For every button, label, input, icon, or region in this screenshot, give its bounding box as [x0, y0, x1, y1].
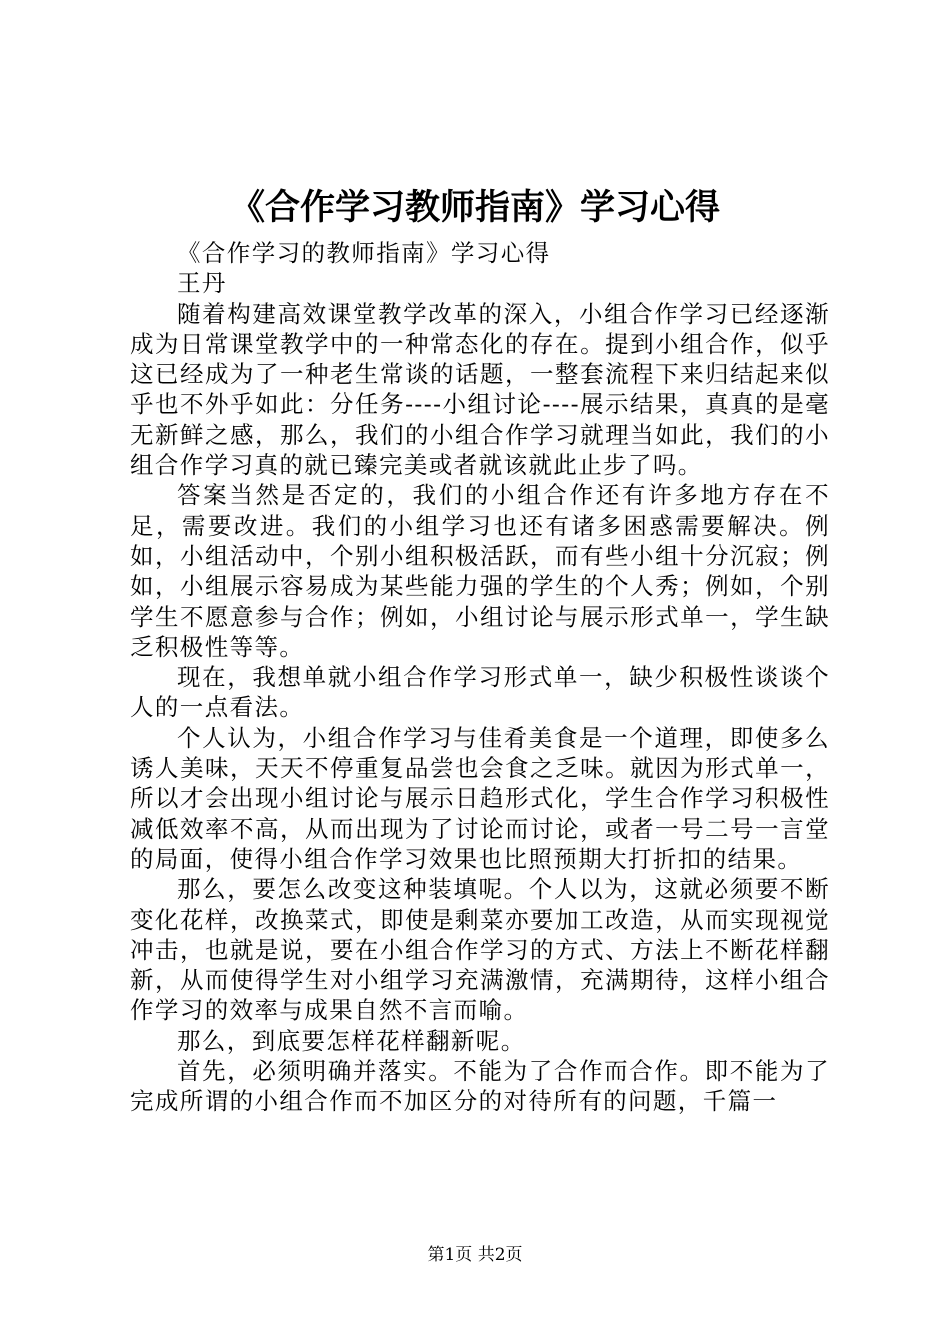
- author-paragraph: 王丹: [177, 269, 227, 298]
- body-paragraph: 那么，要怎么改变这种装填呢。个人以为，这就必须要不断变化花样，改换菜式，即使是剩菜亦要加工改造，从而实现视觉冲击，也就是说，要在小组合作学习的方式、方法上不断花样翻新，从而使得学生对小组学习充满激情，充满期待，这样小组合作学习的效率与成果自然不言而喻。: [130, 875, 830, 1025]
- body-paragraph: 答案当然是否定的，我们的小组合作还有许多地方存在不足，需要改进。我们的小组学习也还有诸多困惑需要解决。例如，小组活动中，个别小组积极活跃，而有些小组十分沉寂；例如，小组展示容易成为某些能力强的学生的个人秀；例如，个别学生不愿意参与合作；例如，小组讨论与展示形式单一，学生缺乏积极性等等。: [130, 481, 830, 661]
- body-paragraph: 那么，到底要怎样花样翻新呢。: [177, 1026, 526, 1055]
- page-number-footer: 第1页 共2页: [427, 1245, 523, 1265]
- body-paragraph: 个人认为，小组合作学习与佳肴美食是一个道理，即使多么诱人美味，天天不停重复品尝也会食之乏味。就因为形式单一，所以才会出现小组讨论与展示日趋形式化，学生合作学习积极性减低效率不高，从而出现为了讨论而讨论，或者一号二号一言堂的局面，使得小组合作学习效果也比照预期大打折扣的结果。: [130, 723, 830, 873]
- subtitle-paragraph: 《合作学习的教师指南》学习心得: [177, 239, 551, 267]
- document-body: [130, 238, 830, 1117]
- body-paragraph: 首先，必须明确并落实。不能为了合作而合作。即不能为了完成所谓的小组合作而不加区分的对待所有的问题，千篇一: [130, 1057, 830, 1116]
- page-title: 《合作学习教师指南》学习心得: [229, 187, 720, 228]
- body-paragraph: 随着构建高效课堂教学改革的深入，小组合作学习已经逐渐成为日常课堂教学中的一种常态化的存在。提到小组合作，似乎这已经成为了一种老生常谈的话题，一整套流程下来归结起来似乎也不外乎如此：分任务----小组讨论----展示结果，真真的是毫无新鲜之感，那么，我们的小组合作学习就理当如此，我们的小组合作学习真的就已臻完美或者就该就此止步了吗。: [130, 299, 830, 480]
- body-paragraph: 现在，我想单就小组合作学习形式单一，缺少积极性谈谈个人的一点看法。: [130, 663, 830, 722]
